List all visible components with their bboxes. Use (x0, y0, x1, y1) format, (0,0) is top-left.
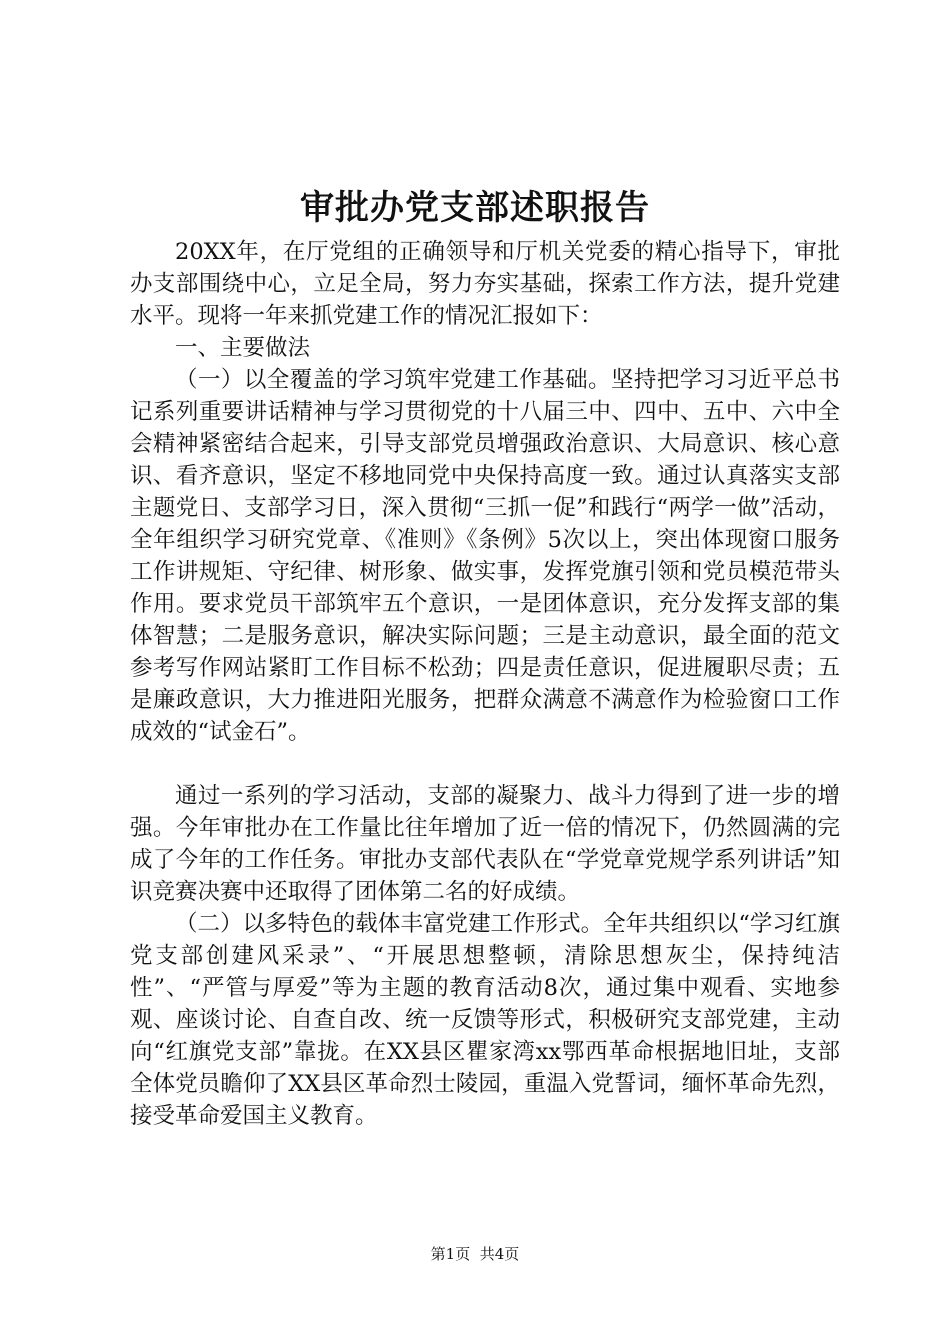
paragraph-intro: 20XX年，在厅党组的正确领导和厅机关党委的精心指导下，审批办支部围绕中心，立足全局，努力夯实基础，探索工作方法，提升党建水平。现将一年来抓党建工作的情况汇报如下： (130, 239, 840, 329)
paragraph-study-foundation: （一）以全覆盖的学习筑牢党建工作基础。坚持把学习习近平总书记系列重要讲话精神与学习贯彻党的十八届三中、四中、五中、六中全会精神紧密结合起来，引导支部党员增强政治意识、大局意识、核心意识、看齐意识，坚定不移地同党中央保持高度一致。通过认真落实支部主题党日、支部学习日，深入贯彻“三抓一促”和践行“两学一做”活动，全年组织学习研究党章、《准则》《条例》5次以上，突出体现窗口服务工作讲规矩、守纪律、树形象、做实事，发挥党旗引领和党员模范带头作用。要求党员干部筑牢五个意识，一是团体意识，充分发挥支部的集体智慧；二是服务意识，解决实际问题；三是主动意识，最全面的范文参考写作网站紧盯工作目标不松劲；四是责任意识，促进履职尽责；五是廉政意识，大力推进阳光服务，把群众满意不满意作为检验窗口工作成效的“试金石”。 (130, 367, 840, 745)
paragraph-activity-forms: （二）以多特色的载体丰富党建工作形式。全年共组织以“学习红旗党支部创建风采录”、“开展思想整顿，清除思想灰尘，保持纯洁性”、“严管与厚爱”等为主题的教育活动8次，通过集中观看、实地参观、座谈讨论、自查自改、统一反馈等形式，积极研究支部党建，主动向“红旗党支部”靠拢。在XX县区瞿家湾xx鄂西革命根据地旧址，支部全体党员瞻仰了XX县区革命烈士陵园，重温入党誓词，缅怀革命先烈，接受革命爱国主义教育。 (130, 911, 840, 1129)
section-heading-main-practices: 一、主要做法 (175, 335, 311, 361)
document-title: 审批办党支部述职报告 (300, 188, 650, 228)
paragraph-study-results: 通过一系列的学习活动，支部的凝聚力、战斗力得到了进一步的增强。今年审批办在工作量比往年增加了近一倍的情况下，仍然圆满的完成了今年的工作任务。审批办支部代表队在“学党章党规学系列讲话”知识竞赛决赛中还取得了团体第二名的好成绩。 (130, 783, 840, 905)
page-total: 共4页 (479, 1245, 520, 1263)
document-body (130, 236, 840, 1132)
page-number: 第1页 (430, 1245, 471, 1263)
page-footer (0, 1244, 950, 1264)
